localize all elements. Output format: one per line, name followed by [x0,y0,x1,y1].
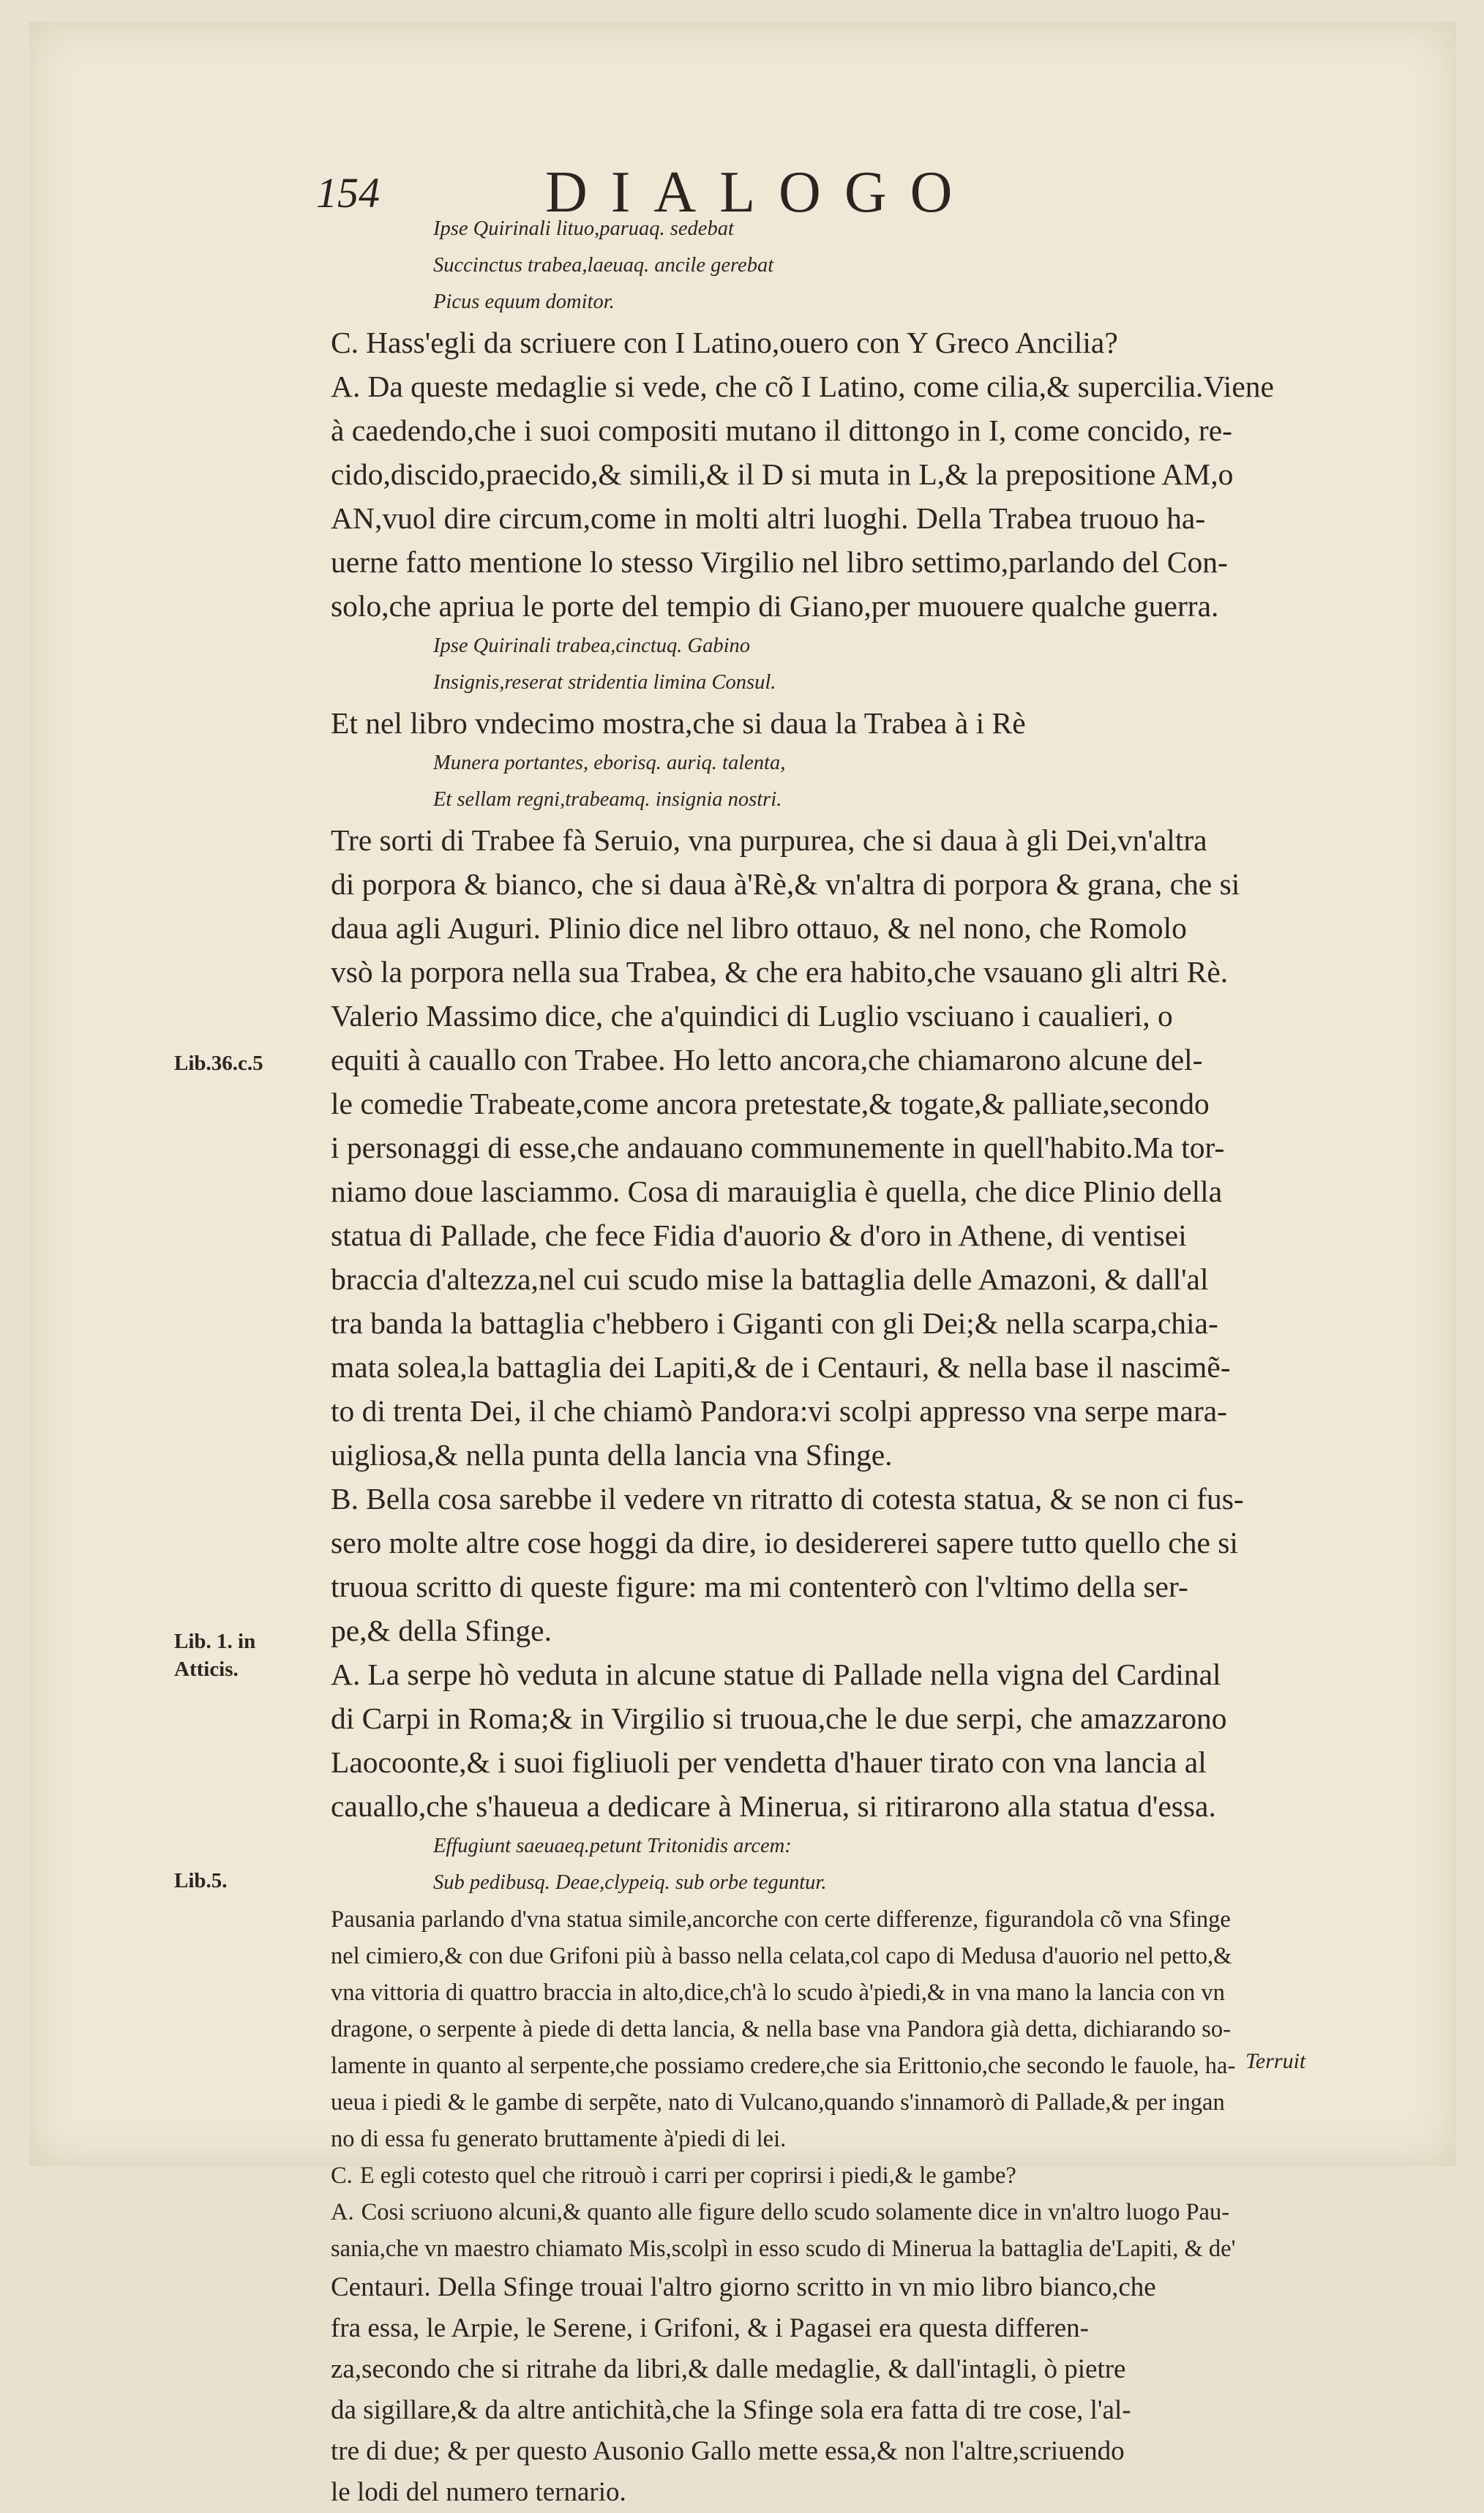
margin-note: Lib.5. [174,1869,228,1892]
line-text: Picus equum domitor. [433,291,615,313]
line-text: E egli cotesto quel che ritrouò i carri per coprirsi i piedi,& le gambe? [359,2162,1016,2189]
line-text: sania,che vn maestro chiamato Mis,scolpì in esso scudo di Minerua la battaglia de'Lapiti, & de' [331,2236,1236,2262]
line-text: da sigillare,& da altre antichità,che la Sfinge sola era fatta di tre cose, l'al- [331,2395,1131,2425]
text-line [331,1213,1354,1257]
line-text: to di trenta Dei, il che chiamò Pandora:vi scolpi appresso vna serpe mara- [331,1394,1227,1428]
page-number: 154 [316,169,380,217]
line-text: Ipse Quirinali trabea,cinctuq. Gabino [433,634,750,657]
text-line [331,1257,1354,1301]
line-text: uerne fatto mentione lo stesso Virgilio nel libro settimo,parlando del Con- [331,545,1228,579]
text-line [331,2267,1354,2308]
text-line [331,1389,1354,1433]
text-line [331,408,1354,452]
verse-line [433,664,1348,701]
verse-line [433,1828,1348,1865]
line-text: di Carpi in Roma;& in Virgilio si truoua,che le due serpi, che amazzarono [331,1701,1227,1735]
margin-note: Lib. 1. in [174,1630,256,1653]
line-text: statua di Pallade, che fece Fidia d'auorio & d'oro in Athene, di ventisei [331,1218,1187,1252]
text-line [331,1565,1354,1608]
line-text: Bella cosa sarebbe il vedere vn ritratto di cotesta statua, & se non ci fus- [366,1482,1244,1516]
text-line [331,2472,1354,2513]
text-line [331,1652,1354,1696]
line-text: mata solea,la battaglia dei Lapiti,& de i Centauri, & nella base il nascimẽ- [331,1350,1231,1384]
line-text: La serpe hò veduta in alcune statue di Pallade nella vigna del Cardinal [367,1658,1221,1691]
line-text: braccia d'altezza,nel cui scudo mise la battaglia delle Amazoni, & dall'al [331,1262,1209,1296]
line-text: uigliosa,& nella punta della lancia vna Sfinge. [331,1438,893,1472]
text-line [331,818,1354,862]
line-text: solo,che apriua le porte del tempio di Giano,per muouere qualche guerra. [331,589,1219,623]
text-line [331,2349,1354,2390]
line-text: Sub pedibusq. Deae,clypeiq. sub orbe teguntur. [433,1871,827,1894]
line-text: Valerio Massimo dice, che a'quindici di Luglio vsciuano i caualieri, o [331,999,1173,1033]
text-line [331,1169,1354,1213]
speaker-label: B. [331,1482,359,1516]
text-line [331,540,1354,584]
text-line [331,1740,1354,1784]
running-title: DIALOGO [545,160,976,225]
line-text: Succinctus trabea,laeuaq. ancile gerebat [433,254,774,277]
text-line [331,1784,1354,1828]
line-text: Et sellam regni,trabeamq. insignia nostri. [433,788,782,811]
margin-note: Atticis. [174,1658,239,1681]
text-line [331,1082,1354,1126]
line-text: fra essa, le Arpie, le Serene, i Grifoni, & i Pagasei era questa differen- [331,2313,1089,2343]
line-text: cauallo,che s'haueua a dedicare à Minerua, si ritirarono alla statua d'essa. [331,1789,1216,1823]
line-text: Laocoonte,& i suoi figliuoli per vendetta d'hauer tirato con vna lancia al [331,1745,1207,1779]
text-line [331,452,1354,496]
text-line [331,2390,1354,2431]
line-text: daua agli Auguri. Plinio dice nel libro ottauo, & nel nono, che Romolo [331,911,1187,945]
line-text: Munera portantes, eborisq. auriq. talenta, [433,752,786,774]
line-text: za,secondo che si ritrahe da libri,& dalle medaglie, & dall'intagli, ò pietre [331,2354,1126,2384]
line-text: truoua scritto di queste figure: ma mi contenterò con l'vltimo della ser- [331,1570,1188,1603]
text-line [331,2048,1354,2084]
line-text: AN,vuol dire circum,come in molti altri luoghi. Della Trabea truouo ha- [331,501,1206,535]
line-text: nel cimiero,& con due Grifoni più à basso nella celata,col capo di Medusa d'auorio nel petto,& [331,1943,1232,1969]
line-text: Insignis,reserat stridentia limina Consul. [433,671,776,694]
text-line [331,1477,1354,1521]
text-line [331,1608,1354,1652]
text-line [331,1696,1354,1740]
line-text: lamente in quanto al serpente,che possiamo credere,che sia Erittonio,che secondo le fauole, ha- [331,2053,1236,2079]
margin-note: Lib.36.c.5 [174,1052,263,1075]
line-text: no di essa fu generato bruttamente à'piedi di lei. [331,2126,787,2152]
verse-line [433,1865,1348,1901]
line-text: Cosi scriuono alcuni,& quanto alle figure dello scudo solamente dice in vn'altro luogo Pau- [361,2199,1230,2225]
line-text: Tre sorti di Trabee fà Seruio, vna purpurea, che si daua à gli Dei,vn'altra [331,823,1207,857]
line-text: Centauri. Della Sfinge trouai l'altro giorno scritto in vn mio libro bianco,che [331,2272,1156,2302]
line-text: tra banda la battaglia c'hebbero i Giganti con gli Dei;& nella scarpa,chia- [331,1306,1218,1340]
speaker-label: C. [331,326,359,359]
text-line [331,1974,1354,2011]
text-line [331,906,1354,950]
line-text: i personaggi di esse,che andauano communemente in quell'habito.Ma tor- [331,1131,1225,1164]
line-text: vsò la porpora nella sua Trabea, & che era habito,che vsauano gli altri Rè. [331,955,1229,989]
speaker-label: A. [331,370,361,403]
line-text: niamo doue lasciammo. Cosa di marauiglia è quella, che dice Plinio della [331,1175,1223,1208]
text-line [331,584,1354,628]
text-line [331,364,1354,408]
text-line [331,1126,1354,1169]
line-text: tre di due; & per questo Ausonio Gallo mette essa,& non l'altre,scriuendo [331,2436,1125,2466]
line-text: pe,& della Sfinge. [331,1614,552,1647]
verse-line [433,247,1348,284]
text-line [331,1301,1354,1345]
line-text: Effugiunt saeuaeq.petunt Tritonidis arcem: [433,1835,792,1857]
text-line [331,2231,1354,2267]
text-line [331,950,1354,994]
text-line [331,496,1354,540]
speaker-label: A. [331,1658,361,1691]
text-line [331,2308,1354,2349]
line-text: Pausania parlando d'vna statua simile,ancorche con certe differenze, figurandola cõ vna Sfinge [331,1906,1231,1933]
line-text: à caedendo,che i suoi compositi mutano il dittongo in I, come concido, re- [331,413,1232,447]
text-line [331,1433,1354,1477]
catchword: Terruit [1245,2049,1306,2073]
text-line [331,701,1354,745]
text-line [331,2431,1354,2472]
line-text: Ipse Quirinali lituo,paruaq. sedebat [433,217,734,240]
text-line [331,2157,1354,2194]
text-line [331,1938,1354,1974]
line-text: cido,discido,praecido,& simili,& il D si muta in L,& la prepositione AM,o [331,457,1234,491]
text-line [331,1345,1354,1389]
verse-line [433,782,1348,818]
line-text: vna vittoria di quattro braccia in alto,dice,ch'à lo scudo à'piedi,& in vna mano la lancia con vn [331,1980,1225,2006]
line-text: Da queste medaglie si vede, che cõ I Latino, come cilia,& supercilia.Viene [367,370,1274,403]
text-line [331,2194,1354,2231]
line-text: le lodi del numero ternario. [331,2477,626,2507]
line-text: dragone, o serpente à piede di detta lancia, & nella base vna Pandora già detta, dichiarando so- [331,2016,1232,2042]
verse-line [433,628,1348,664]
line-text: equiti à cauallo con Trabee. Ho letto ancora,che chiamarono alcune del- [331,1043,1203,1076]
text-line [331,1901,1354,1938]
verse-line [433,211,1348,247]
line-text: Hass'egli da scriuere con I Latino,ouero con Y Greco Ancilia? [366,326,1118,359]
text-line [331,1521,1354,1565]
verse-line [433,745,1348,782]
text-line [331,2084,1354,2121]
text-line [331,2121,1354,2157]
verse-line [433,284,1348,321]
speaker-label: A. [331,2199,354,2225]
line-text: le comedie Trabeate,come ancora pretestate,& togate,& palliate,secondo [331,1087,1210,1120]
speaker-label: C. [331,2162,353,2189]
text-line [331,2011,1354,2048]
text-line [331,994,1354,1038]
line-text: Et nel libro vndecimo mostra,che si daua la Trabea à i Rè [331,706,1026,740]
line-text: ueua i piedi & le gambe di serpẽte, nato di Vulcano,quando s'innamorò di Pallade,& per ingan [331,2089,1225,2116]
text-line [331,321,1354,364]
line-text: sero molte altre cose hoggi da dire, io desidererei sapere tutto quello che si [331,1526,1238,1559]
line-text: di porpora & bianco, che si daua à'Rè,& vn'altra di porpora & grana, che si [331,867,1240,901]
text-line [331,862,1354,906]
book-page [29,22,1456,2507]
text-line [331,1038,1354,1082]
